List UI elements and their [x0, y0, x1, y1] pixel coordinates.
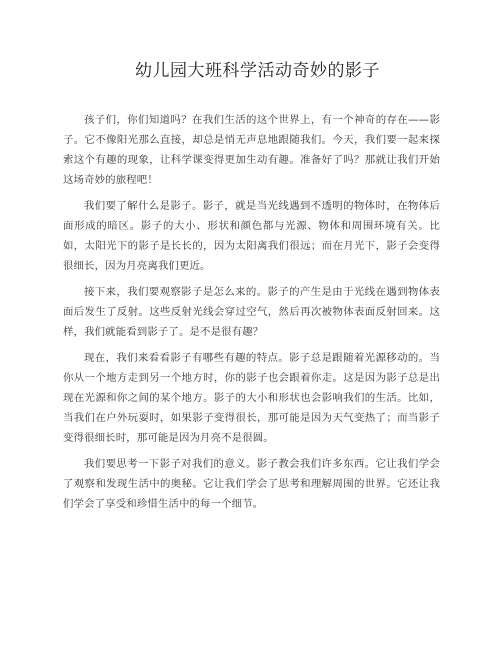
paragraph-2: 我们要了解什么是影子。影子，就是当光线遇到不透明的物体时，在物体后面形成的暗区。影子的大小、形状和颜色都与光源、物体和周围环境有关。比如，太阳光下的影子是长长的，因为太阳离我们很远；而在月光下，影子会变得很细长，因为月亮离我们更近。: [63, 200, 440, 272]
paragraph-1: 孩子们，你们知道吗？在我们生活的这个世界上，有一个神奇的存在——影子。它不像阳光那么直接，却总是悄无声息地跟随我们。今天，我们要一起来探索这个有趣的现象，让科学课变得更加生动有趣。准备好了吗？那就让我们开始这场奇妙的旅程吧！: [63, 114, 440, 186]
document-body: [63, 110, 440, 514]
document-title: 幼儿园大班科学活动奇妙的影子: [135, 61, 380, 81]
paragraph-4: 现在，我们来看看影子有哪些有趣的特点。影子总是跟随着光源移动的。当你从一个地方走到另一个地方时，你的影子也会跟着你走。这是因为影子总是出现在光源和你之间的某个地方。影子的大小和形状也会影响我们的生活。比如，当我们在户外玩耍时，如果影子变得很长，那可能是因为天气变热了；而当影子变得很细长时，那可能是因为月亮不是很圆。: [63, 352, 440, 444]
paragraph-5: 我们要思考一下影子对我们的意义。影子教会我们许多东西。它让我们学会了观察和发现生活中的奥秘。它让我们学会了思考和理解周围的世界。它还让我们学会了享受和珍惜生活中的每一个细节。: [63, 458, 440, 510]
paragraph-3: 接下来，我们要观察影子是怎么来的。影子的产生是由于光线在遇到物体表面后发生了反射。这些反射光线会穿过空气，然后再次被物体表面反射回来。这样，我们就能看到影子了。是不是很有趣？: [63, 286, 440, 338]
